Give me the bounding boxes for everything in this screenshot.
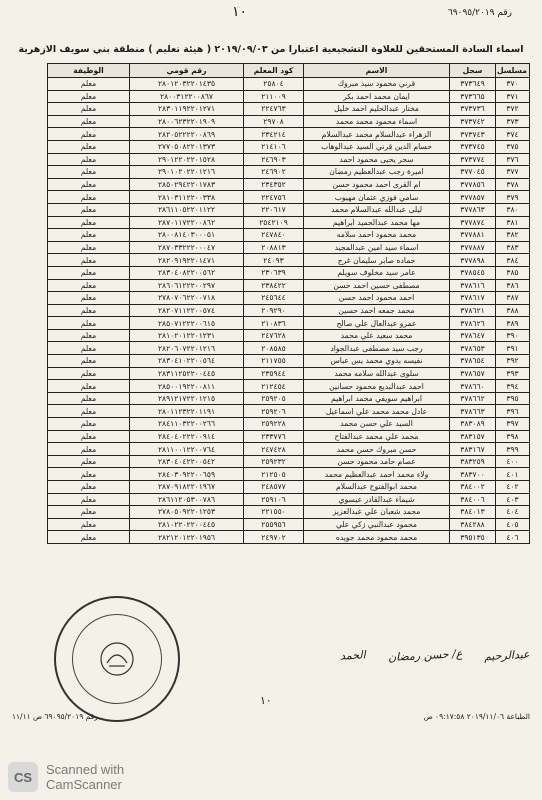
employees-table (47, 63, 530, 544)
table-cell: ٢٥٩٢٠٦ (244, 405, 304, 418)
table-cell: ٢٨١٠٢٢٠٢٢٠٠٤٤٥ (130, 518, 244, 531)
table-cell: محمد شعبان علي عبدالعزيز (304, 506, 450, 519)
table-cell: ٢٨١١٠٠١٢٢٠٠٧٦٤ (130, 443, 244, 456)
table-cell: معلم (48, 140, 130, 153)
footer-left-text: رقم ٦٩٠٩٥/٢٠١٩ ص ١١/١١ (12, 712, 98, 721)
camscanner-line-1: Scanned with (46, 762, 125, 777)
table-cell: ٢٩٠١٠٢٠٢٢٠١٢١٦ (130, 166, 244, 179)
table-cell: ٣٧٣٦٦٥ (450, 90, 496, 103)
table-row (48, 279, 530, 292)
table-cell: ٣٧٨٦٢٦ (450, 317, 496, 330)
table-row (48, 153, 530, 166)
table-cell: ٣٧٧٨٩٨ (450, 254, 496, 267)
table-cell: معلم (48, 203, 130, 216)
table-cell: اسماء محمود محمد محمد (304, 115, 450, 128)
table-cell: ٣٩٥ (496, 392, 530, 405)
table-cell: ٣٧٣٧٤٥ (450, 140, 496, 153)
table-cell: ٢١١٠٠٩ (244, 90, 304, 103)
table-row (48, 481, 530, 494)
table-cell: رجب سيد مصطفى عبدالجواد (304, 342, 450, 355)
table-row (48, 203, 530, 216)
table-cell: ٣٨٤ (496, 254, 530, 267)
table-cell: معلم (48, 531, 130, 544)
page-footer (12, 694, 530, 726)
table-cell: ٣٨٣٠٨٩ (450, 418, 496, 431)
table-cell: ٢٨٣٠٤١٠٢٢٠٠٥٦٤ (130, 355, 244, 368)
table-cell: ٢٣٨٤٢٢ (244, 279, 304, 292)
table-cell: ٢٣٥٩٤٤ (244, 367, 304, 380)
table-cell: معلم (48, 418, 130, 431)
table-cell: ٣٧٨٦٥٤ (450, 355, 496, 368)
table-cell: ٣٧٠ (496, 78, 530, 91)
table-cell: ولاء محمد احمد عبدالعظيم محمد (304, 468, 450, 481)
table-row (48, 78, 530, 91)
table-cell: ٣٩٨ (496, 430, 530, 443)
signatures-row (170, 640, 530, 670)
table-cell: ٢٥٩١٠٦ (244, 493, 304, 506)
table-cell: ٢٨٣٠٤٠٤٢٢٠٠٥٤٢ (130, 455, 244, 468)
table-cell: ٤٠٥ (496, 518, 530, 531)
table-cell: عامر سيد مخلوف سويلم (304, 266, 450, 279)
table-body (48, 78, 530, 544)
table-cell: عادل محمد محمد علي اسماعيل (304, 405, 450, 418)
seal-inner-ring (72, 614, 162, 704)
scanner-watermark (0, 750, 542, 800)
table-cell: ٢٢٤٧٦٣ (244, 103, 304, 116)
table-cell: معلم (48, 115, 130, 128)
camscanner-logo-icon: CS (8, 762, 38, 792)
column-header: رقم قومي (130, 64, 244, 78)
table-cell: ٢٨٦١١٢٠٥٣٠٠٧٨٦ (130, 493, 244, 506)
table-cell: حسن مبروك حسن محمد (304, 443, 450, 456)
table-row (48, 405, 530, 418)
table-cell: محمود عبدالنبي زكي علي (304, 518, 450, 531)
table-row (48, 380, 530, 393)
table-cell: معلم (48, 266, 130, 279)
table-cell: معلم (48, 367, 130, 380)
table-row (48, 506, 530, 519)
table-cell: ٢٨٦٠٦١٢٢٢٠٠٢٩٧ (130, 279, 244, 292)
table-cell: ٣٧٧٨٨١ (450, 229, 496, 242)
table-row (48, 90, 530, 103)
table-cell: معلم (48, 430, 130, 443)
table-row (48, 254, 530, 267)
table-cell: معلم (48, 355, 130, 368)
table-cell: ٢٩٠١٢٢٠٢٢٠١٥٢٨ (130, 153, 244, 166)
table-cell: عمرو عبدالعال علي صالح (304, 317, 450, 330)
table-cell: ٣٨٣ (496, 241, 530, 254)
table-cell: ٣٩٧ (496, 418, 530, 431)
table-cell: ٢٠٩٢٩٠ (244, 304, 304, 317)
table-cell: ٢٨٢١٢٠١٢٢٠١٩٥٦ (130, 531, 244, 544)
table-cell: ٣٧٨٦٦٣ (450, 405, 496, 418)
table-row (48, 355, 530, 368)
table-cell: ٣٧٥ (496, 140, 530, 153)
table-row (48, 115, 530, 128)
table-cell: ٢٣٤٢١٤ (244, 128, 304, 141)
table-cell: ليلى عبدالله عبدالسلام محمد (304, 203, 450, 216)
table-cell: ٢٨٢٠٧١١٢٢٠٠٥٧٤ (130, 304, 244, 317)
table-cell: ٢١٢٤٥٤ (244, 380, 304, 393)
table-cell: ٢٨٢٠٥٢٢٢٢٠٠٨٦٩ (130, 128, 244, 141)
table-cell: ٣٧٧٨٥٧ (450, 191, 496, 204)
table-cell: محمد علي محمد عبدالفتاح (304, 430, 450, 443)
table-cell: معلم (48, 342, 130, 355)
table-cell: الزهراء عبدالسلام محمد عبدالسلام (304, 128, 450, 141)
table-header-row (48, 64, 530, 78)
table-cell: ٢٠٨٨١٣ (244, 241, 304, 254)
table-cell: ٢٨٢٠٦٠٧٢٢٠١٢١٦ (130, 342, 244, 355)
table-cell: محمد محمود محمد جويده (304, 531, 450, 544)
table-cell: عصام حامد محمود حسن (304, 455, 450, 468)
table-cell: ٣٩٥١٣٥ (450, 531, 496, 544)
table-row (48, 329, 530, 342)
table-cell: معلم (48, 241, 130, 254)
table-cell: ٢٣٣٧٧٦ (244, 430, 304, 443)
table-cell: ٣٨٠ (496, 203, 530, 216)
table-cell: ٣٧٨٦٤٧ (450, 329, 496, 342)
table-cell: ٣٨٨ (496, 304, 530, 317)
table-row (48, 140, 530, 153)
table-cell: ٣٨٣١٦٧ (450, 443, 496, 456)
table-cell: ٣٨٤٠٠٦ (450, 493, 496, 506)
table-cell: ٣٧٧٨٦٣ (450, 203, 496, 216)
table-cell: ٢٠٨٥٨٥ (244, 342, 304, 355)
table-cell: معلم (48, 166, 130, 179)
table-cell: ٢٨٣١١٢٥٢٢٠٠٤٤٥ (130, 367, 244, 380)
table-cell: ٣٧٧٠٤٥ (450, 166, 496, 179)
table-cell: مها محمد عبدالحميد ابراهيم (304, 216, 450, 229)
table-cell: ٢٥٩٢٣٢ (244, 455, 304, 468)
table-cell: ٢٥٥٩٥٦ (244, 518, 304, 531)
table-cell: حسام الدين قرني السيد عبدالوهاب (304, 140, 450, 153)
table-row (48, 418, 530, 431)
table-cell: ٣٩٦ (496, 405, 530, 418)
table-row (48, 103, 530, 116)
table-cell: قرني محمود سيد مبروك (304, 78, 450, 91)
table-cell: ٣٩٢ (496, 355, 530, 368)
table-cell: نفيسه بدوي محمد يس عباس (304, 355, 450, 368)
table-cell: ٤٠١ (496, 468, 530, 481)
table-cell: ٣٨٤٠٠٢ (450, 481, 496, 494)
table-cell: ٢٨٧٠٣٣٢٢٢٠٠٠٤٧ (130, 241, 244, 254)
table-cell: معلم (48, 292, 130, 305)
table-cell: ٣٩٩ (496, 443, 530, 456)
table-row (48, 443, 530, 456)
table-row (48, 166, 530, 179)
table-cell: ٣٨٣١٥٧ (450, 430, 496, 443)
table-cell: ٣٨٣٧٠٠ (450, 468, 496, 481)
table-cell: معلم (48, 128, 130, 141)
table-cell: ٣٧٨٦٦٢ (450, 392, 496, 405)
table-cell: ٣٨٧ (496, 292, 530, 305)
table-cell: ٤٠٦ (496, 531, 530, 544)
table-cell: ٤٠٣ (496, 493, 530, 506)
table-cell: شيماء عبدالقادر عيسوي (304, 493, 450, 506)
table-cell: ٣٨٤٢٨٨ (450, 518, 496, 531)
table-cell: ٢٤٦٩٠٣ (244, 153, 304, 166)
table-cell: ٣٧٨٦٥٣ (450, 342, 496, 355)
table-cell: ام القرى احمد محمود حسن (304, 178, 450, 191)
table-cell: ٣٧٨٦٦٠ (450, 380, 496, 393)
table-cell: ٢٥٤٢١٠٩ (244, 216, 304, 229)
table-cell: ابراهيم سويفي محمد ابراهيم (304, 392, 450, 405)
table-cell: ٢٤٦٩٠٢ (244, 166, 304, 179)
table-cell: ٢٨٣٠٤٠٨٢٢٠٠٥٦٢ (130, 266, 244, 279)
table-cell: ٣٧٩ (496, 191, 530, 204)
table-cell: ٣٧٧٨٨٧ (450, 241, 496, 254)
seal-emblem-icon (97, 639, 137, 679)
table-cell: ٣٩٣ (496, 367, 530, 380)
table-cell: ٣٧٧ (496, 166, 530, 179)
table-cell: اميرة رجب عبدالعظيم رمضان (304, 166, 450, 179)
table-cell: ٢٨٩١٢١٧٢٢٠١٢١٥ (130, 392, 244, 405)
table-cell: ٣٩٤ (496, 380, 530, 393)
table-cell: ٣٨٥ (496, 266, 530, 279)
table-cell: سحر يحيى محمود احمد (304, 153, 450, 166)
table-cell: ٢٨٦١١٠٥٢٢٠١١٢٢ (130, 203, 244, 216)
table-cell: ٢٤٥٦٤٤ (244, 292, 304, 305)
table-cell: معلم (48, 405, 130, 418)
camscanner-text (46, 762, 124, 792)
footer-page-number: ١٠ (260, 694, 272, 707)
table-cell: ٢٢٤٧٥٦ (244, 191, 304, 204)
table-cell: ٢١٤١٠٦ (244, 140, 304, 153)
table-cell: ٢٨٠١١٢٣٢٢٠١١٩١ (130, 405, 244, 418)
table-cell: ٢٢٠٦١٧ (244, 203, 304, 216)
header-ref (448, 8, 512, 18)
table-cell: ٣٨٣٢٥٩ (450, 455, 496, 468)
table-cell: ٢٩٧٠٨ (244, 115, 304, 128)
table-cell: ٤٠٤ (496, 506, 530, 519)
table-cell: معلم (48, 468, 130, 481)
table-cell: ٣٧٦ (496, 153, 530, 166)
table-cell: ٢٤٩٧٠٢ (244, 531, 304, 544)
table-row (48, 493, 530, 506)
table-cell: معلم (48, 481, 130, 494)
table-cell: ٣٩١ (496, 342, 530, 355)
table-cell: ٢٨٠٠٨١٤٠٣٠٠٠٥١ (130, 229, 244, 242)
table-cell: ٢٤٧٦٢٨ (244, 329, 304, 342)
table-cell: معلم (48, 178, 130, 191)
table-cell: ٢٤٨٥٧٧ (244, 481, 304, 494)
table-cell: ٣٧٨ (496, 178, 530, 191)
table-cell: معلم (48, 380, 130, 393)
table-row (48, 128, 530, 141)
table-cell: ٣٧٣٧٣٦ (450, 103, 496, 116)
table-cell: ٢٨٢٠٩١٩٢٢٠١٤٧١ (130, 254, 244, 267)
table-cell: معلم (48, 153, 130, 166)
table-row (48, 367, 530, 380)
table-cell: ٢١٢٥٠٥ (244, 468, 304, 481)
table-cell: معلم (48, 455, 130, 468)
table-cell: ٢٥٩٢٢٨ (244, 418, 304, 431)
table-row (48, 191, 530, 204)
table-cell: ٢٨١٠٣١١٢٢٠٠٣٣٨ (130, 191, 244, 204)
table-row (48, 304, 530, 317)
table-cell: سلوى عبدالله سلامه محمد (304, 367, 450, 380)
table-cell: معلم (48, 191, 130, 204)
table-row (48, 266, 530, 279)
table-cell: معلم (48, 304, 130, 317)
table-row (48, 229, 530, 242)
table-cell: ٣٧٢ (496, 103, 530, 116)
table-cell: ٢٨٠١٢٠٣٢٢٠١٤٣٥ (130, 78, 244, 91)
table-cell: ٢٢١٥٥٠ (244, 506, 304, 519)
table-row (48, 430, 530, 443)
table-cell: اسماء سيد امين عبدالمجيد (304, 241, 450, 254)
table-cell: معلم (48, 329, 130, 342)
table-cell: ٣٧٨٦٥٧ (450, 367, 496, 380)
column-header: سجل (450, 64, 496, 78)
table-cell: ٤٠٠ (496, 455, 530, 468)
table-cell: ٢٧٨٠٥٠٩٢٢٠١٢٥٣ (130, 506, 244, 519)
table-cell: محمد سعيد علي محمد (304, 329, 450, 342)
table-cell: ٣٧١ (496, 90, 530, 103)
table-cell: ٢٧٧٠٥٠٨٢٢٠١٣٧٣ (130, 140, 244, 153)
table-cell: ٢٨٤٠٣٠٩٢٢٠٠٦٥٩ (130, 468, 244, 481)
table-cell: ٢٥٩٢٠٥ (244, 392, 304, 405)
signature-1: عبدالرحيم (484, 647, 531, 663)
table-cell: معلم (48, 103, 130, 116)
table-cell: سامي فوزي عثمان مهيوب (304, 191, 450, 204)
table-cell: ٣٨٤٠١٣ (450, 506, 496, 519)
table-cell: محمد جمعه احمد حسين (304, 304, 450, 317)
table-cell: ٢٨٠٠٦٢٣٢٢٠١٩٠٩ (130, 115, 244, 128)
table-cell: ٢٣٤٣٥٢ (244, 178, 304, 191)
signature-2: ع/ حسن رمضان (387, 646, 463, 664)
table-cell: ٣٧٧٨٥٦ (450, 178, 496, 191)
table-cell: السيد علي حسن محمد (304, 418, 450, 431)
table-row (48, 518, 530, 531)
table-row (48, 531, 530, 544)
table-row (48, 392, 530, 405)
table-cell: محمد محمود احمد سلامه (304, 229, 450, 242)
table-cell: معلم (48, 229, 130, 242)
table-cell: ٢٥٨٠٤ (244, 78, 304, 91)
table-cell: ٢٨٣٠١١٩٢٢٠١٢٧١ (130, 103, 244, 116)
table-cell: معلم (48, 279, 130, 292)
table-cell: ٢١١٧٥٥ (244, 355, 304, 368)
table-cell: احمد محمود احمد حسن (304, 292, 450, 305)
column-header: الوظيفة (48, 64, 130, 78)
table-cell: معلم (48, 493, 130, 506)
table-cell: معلم (48, 518, 130, 531)
table-cell: معلم (48, 90, 130, 103)
table-row (48, 468, 530, 481)
table-cell: ٣٧٣٧٤٢ (450, 115, 496, 128)
table-cell: ٢٨٤١١٠٣٢٢٠٠٢٦٦ (130, 418, 244, 431)
ref-text: رقم ٦٩٠٩٥/٢٠١٩ (447, 8, 512, 18)
table-cell: ٣٨٢ (496, 229, 530, 242)
table-cell: ٢٤٠٩٣ (244, 254, 304, 267)
table-row (48, 317, 530, 330)
table-row (48, 455, 530, 468)
table-row (48, 216, 530, 229)
table-cell: معلم (48, 254, 130, 267)
table-cell: معلم (48, 392, 130, 405)
table-cell: معلم (48, 317, 130, 330)
camscanner-line-2: CamScanner (46, 777, 122, 792)
table-cell: ٣٧٨٦٢١ (450, 304, 496, 317)
column-header: مسلسل (496, 64, 530, 78)
table-row (48, 292, 530, 305)
column-header: كود المعلم (244, 64, 304, 78)
table-cell: ٣٧٧٨٧٤ (450, 216, 496, 229)
table-cell: ٣٧٣ (496, 115, 530, 128)
table-cell: معلم (48, 78, 130, 91)
table-cell: معلم (48, 443, 130, 456)
table-cell: ٣٧٣٧٤٣ (450, 128, 496, 141)
table-cell: ٢٨٥٠٢٩٤٢٢٠١٧٨٣ (130, 178, 244, 191)
table-cell: ٣٧٣٧٧٤ (450, 153, 496, 166)
table-cell: ٢٨٧٠١١٧٢٢٠٠٨٦٢ (130, 216, 244, 229)
table-cell: ٤٠٢ (496, 481, 530, 494)
table-cell: ٢٧٨٠٧٠٦٢٢٠٠٧١٨ (130, 292, 244, 305)
table-cell: ٣٧٣٦٤٩ (450, 78, 496, 91)
table-cell: ٢٨١٠٢٠١٢٢٠١٢٣١ (130, 329, 244, 342)
table-cell: محمد ابوالفتوح عبدالسلام (304, 481, 450, 494)
signature-3: الحمد (340, 647, 367, 663)
table-row (48, 178, 530, 191)
table-cell: ٢١٠٨٣٦ (244, 317, 304, 330)
table-cell: ٢٣٠٦٣٩ (244, 266, 304, 279)
table-cell: حماده صابر سليمان غرج (304, 254, 450, 267)
table-cell: مصطفى حسين احمد حسن (304, 279, 450, 292)
document-title: اسماء السادة المستحقين للعلاوة التشجيعية اعتبارا من ٢٠١٩/٠٩/٠٣ ( هيئة تعليم ) منطقة بني سويف الازهرية (18, 44, 524, 55)
table-cell: ٣٩٠ (496, 329, 530, 342)
table-cell: معلم (48, 216, 130, 229)
table-row (48, 342, 530, 355)
table-cell: مختار عبدالحليم احمد خليل (304, 103, 450, 116)
table-cell: ٢٨٥٠٧١٢٢٢٠٠٦١٥ (130, 317, 244, 330)
table-cell: ٣٧٨٥٤٥ (450, 266, 496, 279)
table-cell: ايمان محمد احمد بكر (304, 90, 450, 103)
table-cell: ٢٨٤٠٤٠٢٢٢٠٠٩١٤ (130, 430, 244, 443)
table-cell: ٣٧٨٦١٦ (450, 279, 496, 292)
table-cell: ٣٧٤ (496, 128, 530, 141)
table-cell: ٣٨٩ (496, 317, 530, 330)
official-seal (54, 596, 180, 722)
table-cell: ٣٧٨٦١٧ (450, 292, 496, 305)
page-number-top: ١٠ (232, 4, 248, 20)
table-cell: معلم (48, 506, 130, 519)
table-cell: ٢٨٠٠٣١٢٢٠٠٨٦٧ (130, 90, 244, 103)
table-cell: ٣٨١ (496, 216, 530, 229)
footer-right-text: الطباعة ٢٠١٩/١١/٠٦ ٠٩:١٧:٥٨ ص (423, 712, 530, 721)
table-row (48, 241, 530, 254)
table-cell: ٢٨٥٠٠١٩٢٢٠٠٨١١ (130, 380, 244, 393)
table-cell: ٢٨٧٠٩١٨٢٢٠١٩٦٧ (130, 481, 244, 494)
column-header: الاسم (304, 64, 450, 78)
table-cell: ٢٤٧٨٤٠ (244, 229, 304, 242)
table-cell: احمد عبدالبديع محمود حسانين (304, 380, 450, 393)
table-cell: ٣٨٦ (496, 279, 530, 292)
table-cell: ٢٤٧٤٢٨ (244, 443, 304, 456)
